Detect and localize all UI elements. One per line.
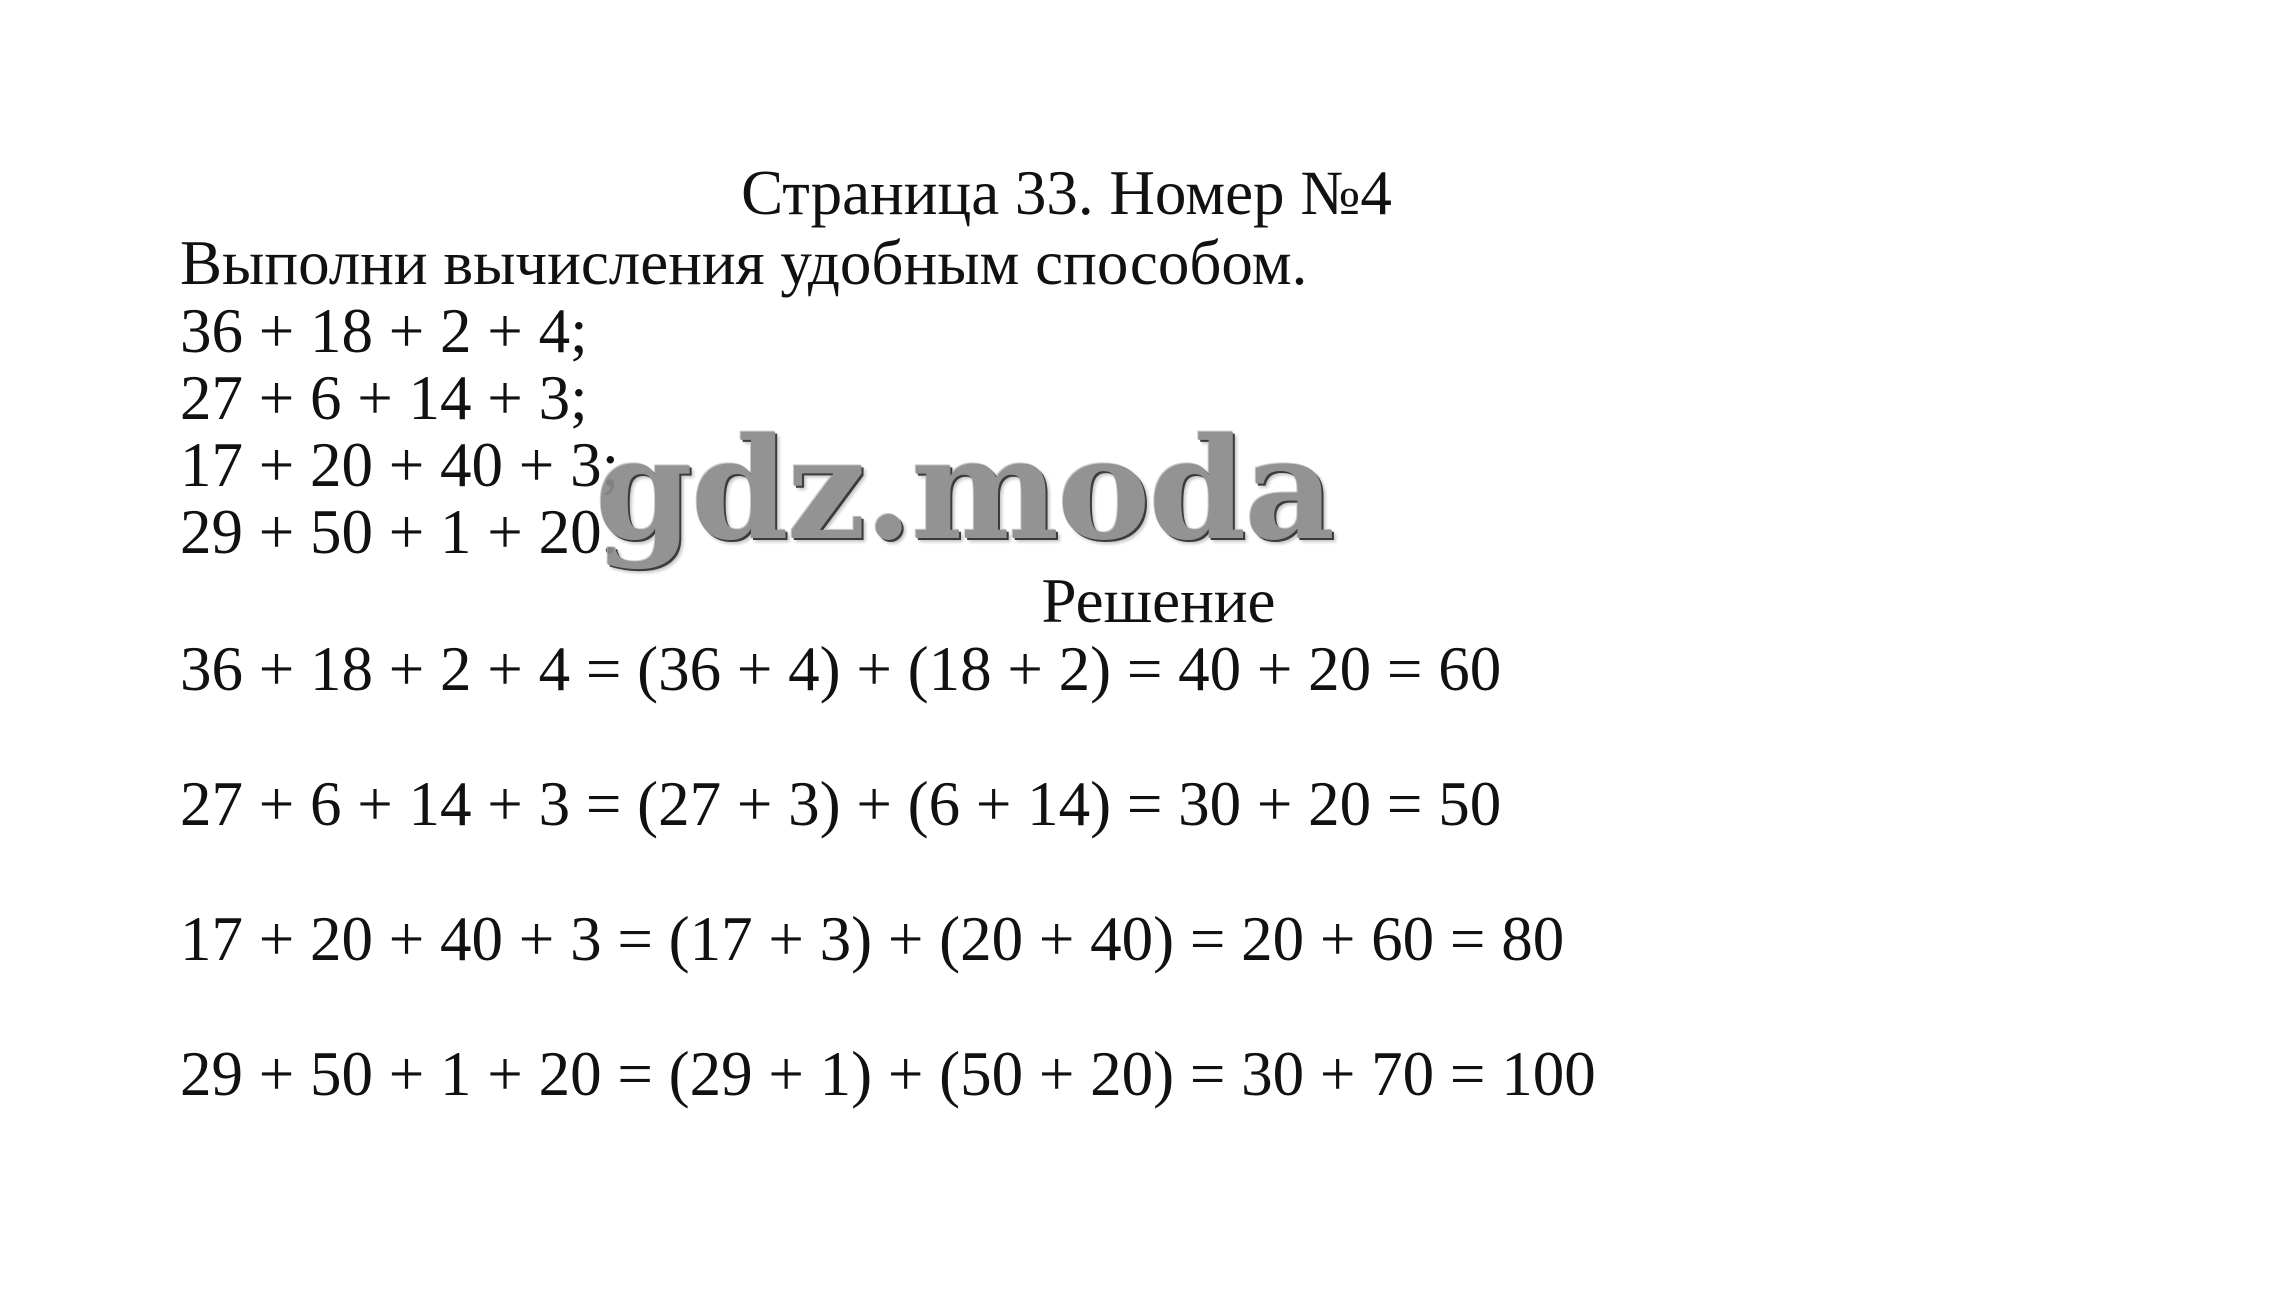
solution-line-4: 29 + 50 + 1 + 20 = (29 + 1) + (50 + 20) = 30 + 70 = 100 [180,1039,1596,1109]
solution-heading: Решение [1041,566,1276,636]
expression-4: 29 + 50 + 1 + 20. [180,497,618,567]
solution-line-3: 17 + 20 + 40 + 3 = (17 + 3) + (20 + 40) = 20 + 60 = 80 [180,904,1565,974]
task-statement: Выполни вычисления удобным способом. [180,228,1308,298]
expression-1: 36 + 18 + 2 + 4; [180,296,588,366]
page-title: Страница 33. Номер №4 [741,158,1392,228]
expression-3: 17 + 20 + 40 + 3; [180,430,620,500]
solution-line-2: 27 + 6 + 14 + 3 = (27 + 3) + (6 + 14) = 30 + 20 = 50 [180,769,1502,839]
solution-line-1: 36 + 18 + 2 + 4 = (36 + 4) + (18 + 2) = 40 + 20 = 60 [180,634,1502,704]
expression-2: 27 + 6 + 14 + 3; [180,363,588,433]
watermark-logo: gdz.moda [595,408,1334,572]
